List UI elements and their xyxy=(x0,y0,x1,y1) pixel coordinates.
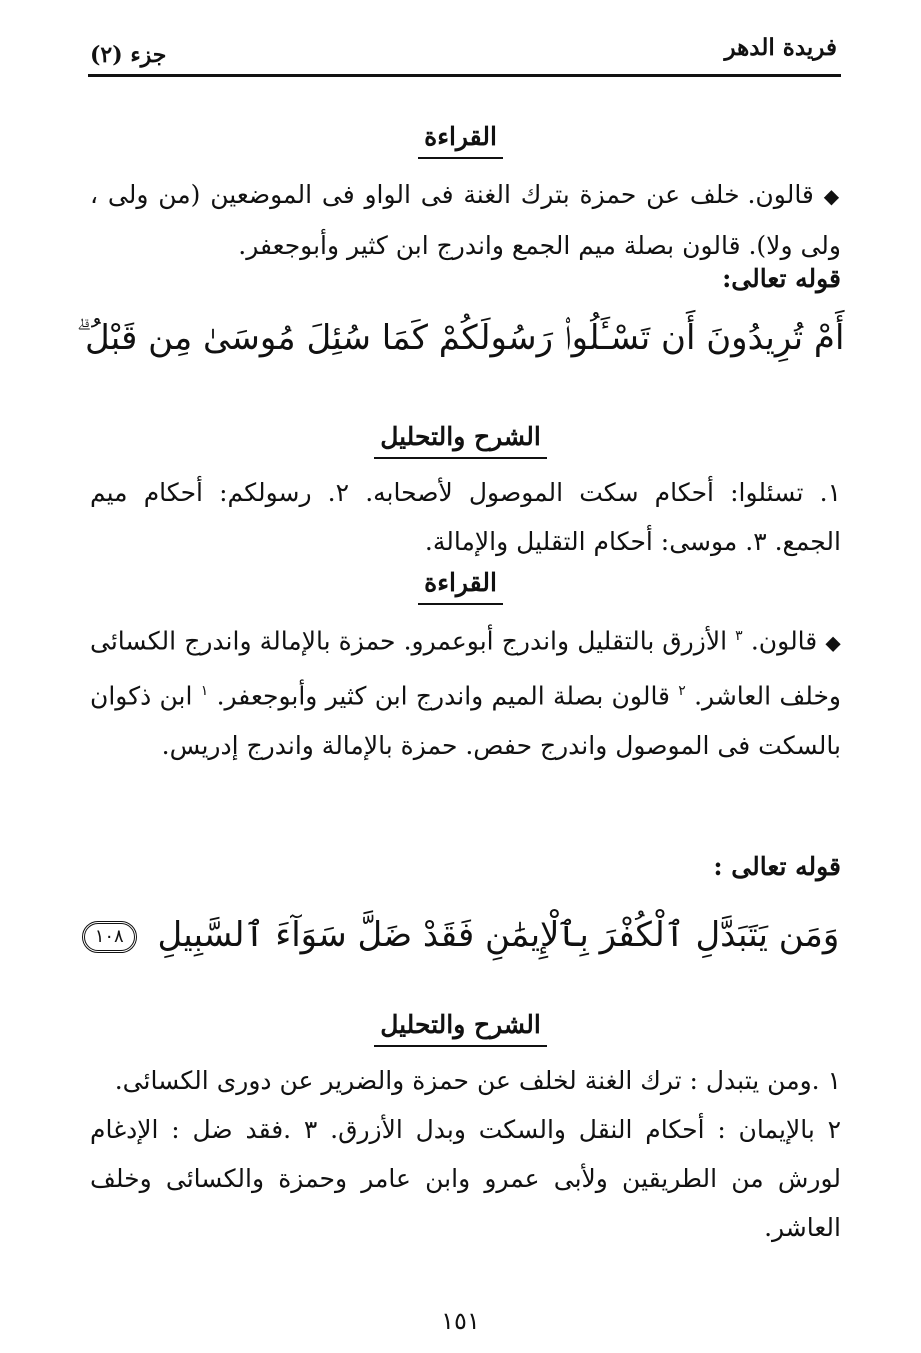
reading-paragraph-2: ◆ قالون. $^٣$ الأزرق بالتقليل واندرج أبوعمرو. حمزة بالإمالة واندرج الكسائى وخلف العاشر. $^٢$ قالون بصلة الميم واندرج ابن كثير وأبوجعفر. $^١$ ابن ذكوان بالسكت فى الموصول واندرج حفص. حمزة بالإمالة واندرج إدريس. xyxy=(90,626,841,760)
note-mark: ٢ xyxy=(678,683,686,700)
page-number: ١٥١ xyxy=(441,1307,480,1335)
book-title: فريدة الدهر xyxy=(724,34,837,61)
sharh-heading-1: الشرح والتحليل xyxy=(0,422,921,459)
header-rule xyxy=(88,74,841,77)
qiraa-heading-1: القراءة xyxy=(0,122,921,159)
volume-label: جزء (٢) xyxy=(90,42,167,68)
diamond-bullet-icon: ◆ xyxy=(823,184,841,208)
qiraa-heading-2: القراءة xyxy=(0,568,921,605)
sharh-line-1: ١ .ومن يتبدل : ترك الغنة لخلف عن حمزة والضرير عن دورى الكسائى. xyxy=(114,1066,841,1095)
quran-verse-2: وَمَن يَتَبَدَّلِ ٱلْكُفْرَ بِٱلْإِيمَٰنِ فَقَدْ ضَلَّ سَوَآءَ ٱلسَّبِيلِ ١٠٨ xyxy=(0,914,921,955)
sharh-paragraph-2: ٢ بالإيمان : أحكام النقل والسكت وبدل الأزرق. ٣ .فقد ضل : الإدغام لورش من الطريقين ولأبى عمرو وابن عامر وحمزة والكسائى وخلف العاشر. xyxy=(90,1115,841,1242)
sharh-heading-2: الشرح والتحليل xyxy=(0,1010,921,1047)
note-mark: ٣ xyxy=(735,628,743,644)
note-mark: ١ xyxy=(200,683,209,700)
reading-paragraph-1: ◆ قالون. خلف عن حمزة بترك الغنة فى الواو فى الموضعين (من ولى ، ولى ولا). قالون بصلة ميم الجمع واندرج ابن كثير وأبوجعفر. xyxy=(90,180,841,260)
qawl-label-2: قوله تعالى : xyxy=(713,852,841,881)
sharh-paragraph-1: ١. تسئلوا: أحكام سكت الموصول لأصحابه. ٢. رسولكم: أحكام ميم الجمع. ٣. موسى: أحكام التقليل والإمالة. xyxy=(90,478,841,556)
diamond-bullet-icon: ◆ xyxy=(825,630,841,655)
ayah-number-badge: ١٠٨ xyxy=(82,921,137,953)
qawl-label-1: قوله تعالى: xyxy=(722,264,841,293)
quran-verse-1: أَمْ تُرِيدُونَ أَن تَسْـَٔلُوا۟ رَسُولَكُمْ كَمَا سُئِلَ مُوسَىٰ مِن قَبْلُ ۗ xyxy=(76,318,845,358)
